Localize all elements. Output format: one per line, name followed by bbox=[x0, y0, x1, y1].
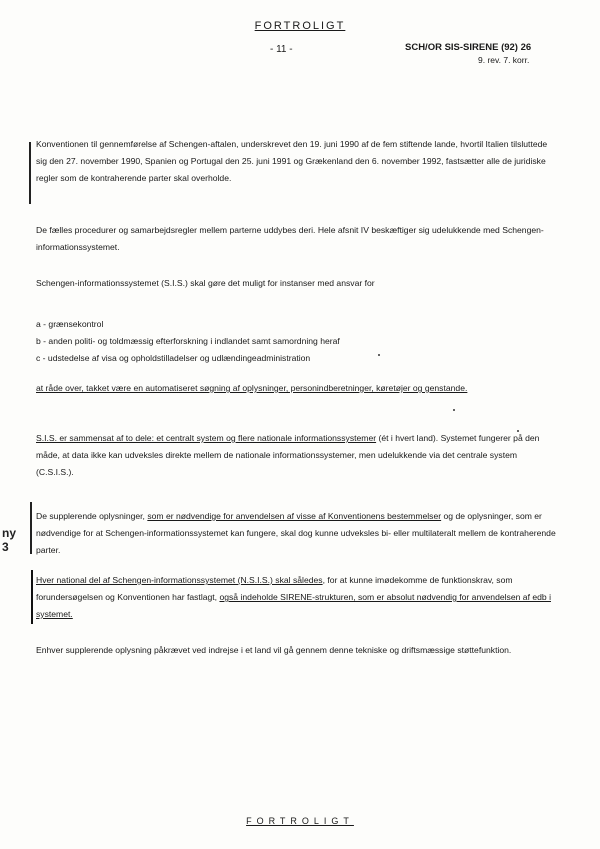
supplementary-rest: og de oplysninger, som er nødvendige for at Schengen-informationssystemet kan fungere, skal dog kunne udveksles bi- eller multilateralt mellem de kontraherende parter. bbox=[36, 511, 556, 555]
scan-speck bbox=[517, 430, 519, 432]
margin-change-bar bbox=[31, 570, 33, 624]
paragraph-support-function: Enhver supplerende oplysning påkrævet ved indrejse i et land vil gå gennem denne tekniske og driftsmæssige støttefunktion. bbox=[36, 645, 512, 655]
handwritten-margin-note: ny 3 bbox=[2, 526, 17, 554]
sis-structure-rest: (ét i hvert land). Systemet fungerer på den måde, at data ikke kan udveksles direkte mellem de nationale informationssystemer, men udelukkende via det centrale system (C.S.I.S.). bbox=[36, 433, 540, 477]
paragraph-sis-purpose: Schengen-informationssystemet (S.I.S.) skal gøre det muligt for instanser med ansvar for bbox=[36, 278, 375, 288]
paragraph-nsis bbox=[36, 572, 556, 623]
paragraph-supplementary-info bbox=[36, 508, 556, 559]
list-item: a - grænsekontrol bbox=[36, 319, 104, 329]
footer-classification: FORTROLIGT bbox=[246, 816, 354, 826]
margin-change-bar bbox=[30, 502, 32, 554]
page-number: - 11 - bbox=[270, 44, 293, 55]
paragraph-automated-search: at råde over, takket være en automatiseret søgning af oplysninger, personindberetninger, køretøjer og genstande. bbox=[36, 383, 468, 393]
nsis-middle: , for at kunne imødekomme de funktionskrav, som forundersøgelsen og Konventionen har fastlagt, bbox=[36, 575, 513, 602]
list-item: c - udstedelse af visa og opholdstilladelser og udlændingeadministration bbox=[36, 353, 311, 363]
supplementary-underlined: som er nødvendige for anvendelsen af visse af Konventionens bestemmelser bbox=[147, 511, 442, 521]
nsis-underlined-lead: Hver national del af Schengen-informationssystemet (N.S.I.S.) skal således bbox=[36, 575, 323, 585]
revision-note: 9. rev. 7. korr. bbox=[478, 55, 530, 65]
paragraph-sis-structure bbox=[36, 430, 556, 481]
list-item: b - anden politi- og toldmæssig efterforskning i indlandet samt samordning heraf bbox=[36, 336, 340, 346]
margin-change-bar bbox=[29, 142, 31, 204]
header-classification: FORTROLIGT bbox=[254, 20, 346, 32]
paragraph-procedures: De fælles procedurer og samarbejdsregler mellem parterne uddybes deri. Hele afsnit IV beskæftiger sig udelukkende med Schengen-informationssystemet. bbox=[36, 225, 544, 252]
document-reference: SCH/OR SIS-SIRENE (92) 26 bbox=[405, 42, 532, 53]
authority-list bbox=[36, 316, 556, 367]
scan-speck bbox=[378, 354, 380, 356]
nsis-underlined-end: også indeholde SIRENE-strukturen, som er absolut nødvendig for anvendelsen af edb i systemet. bbox=[36, 592, 551, 619]
supplementary-lead: De supplerende oplysninger, bbox=[36, 511, 148, 521]
sis-structure-underlined: S.I.S. er sammensat af to dele: et centralt system og flere nationale informationssystemer bbox=[36, 433, 377, 443]
paragraph-convention: Konventionen til gennemførelse af Schengen-aftalen, underskrevet den 19. juni 1990 af de fem stiftende lande, hvortil Italien tilsluttede sig den 27. november 1990, Spanien og Portugal den 25. juni 1991 og Grækenland den 6. november 1992, fastsætter alle de juridiske regler som de kontraherende parter skal overholde. bbox=[36, 139, 548, 183]
scan-speck bbox=[453, 409, 455, 411]
